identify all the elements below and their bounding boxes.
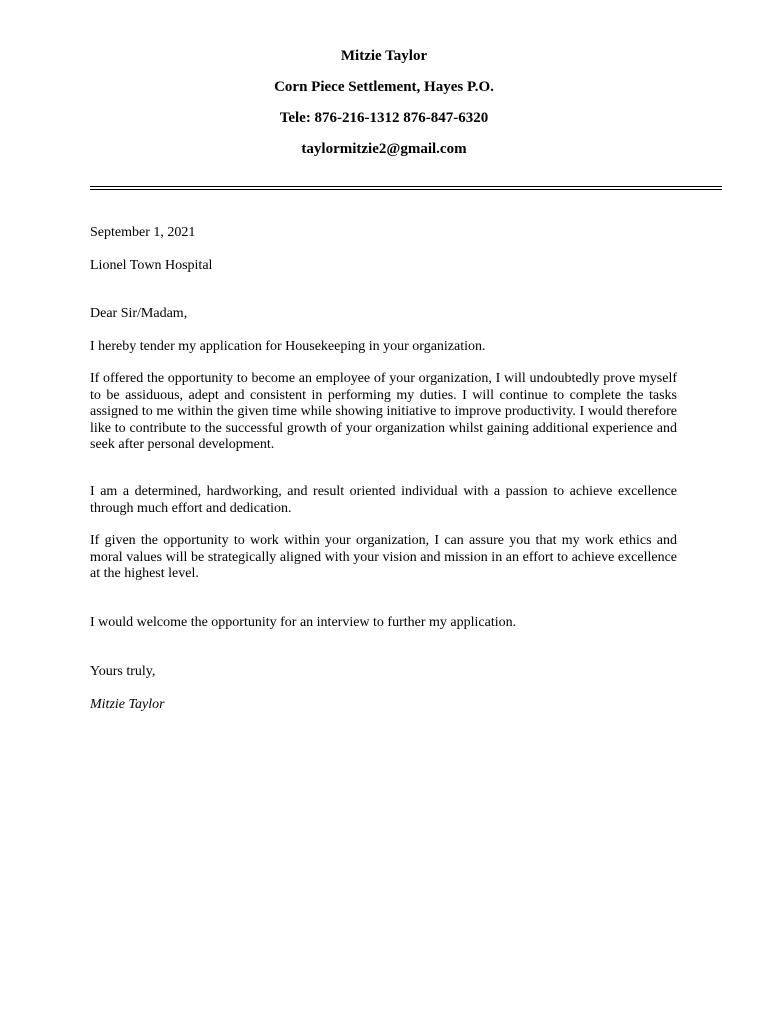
sender-telephone: Tele: 876-216-1312 876-847-6320: [279, 110, 489, 126]
letter-closing: Yours truly,: [90, 664, 156, 679]
letter-paragraph-commitment: If offered the opportunity to become an employee of your organization, I will undoubtedly prove myself to be assiduous, adept and consistent in performing my duties. I will continue to complete the tasks assigned to me within the given time while showing initiative to improve productivity. I would therefore like to contribute to the successful growth of your organization whilst gaining additional experience and seek after personal development.: [90, 371, 677, 452]
letter-signature: Mitzie Taylor: [90, 697, 165, 712]
letter-date: September 1, 2021: [90, 225, 196, 240]
sender-email: taylormitzie2@gmail.com: [301, 141, 467, 157]
header-divider-top: [90, 186, 722, 187]
letter-recipient: Lionel Town Hospital: [90, 258, 213, 273]
letter-salutation: Dear Sir/Madam,: [90, 306, 188, 321]
letter-paragraph-qualities: I am a determined, hardworking, and result oriented individual with a passion to achieve excellence through much effort and dedication.: [90, 484, 677, 516]
header-divider-bottom: [90, 189, 722, 190]
sender-address: Corn Piece Settlement, Hayes P.O.: [274, 79, 494, 95]
letter-paragraph-values: If given the opportunity to work within your organization, I can assure you that my work ethics and moral values will be strategically aligned with your vision and mission in an effort to achieve excellence at the highest level.: [90, 533, 677, 581]
letter-paragraph-intro: I hereby tender my application for Housekeeping in your organization.: [90, 339, 486, 354]
letter-paragraph-interview: I would welcome the opportunity for an interview to further my application.: [90, 615, 517, 630]
sender-name: Mitzie Taylor: [340, 48, 428, 64]
